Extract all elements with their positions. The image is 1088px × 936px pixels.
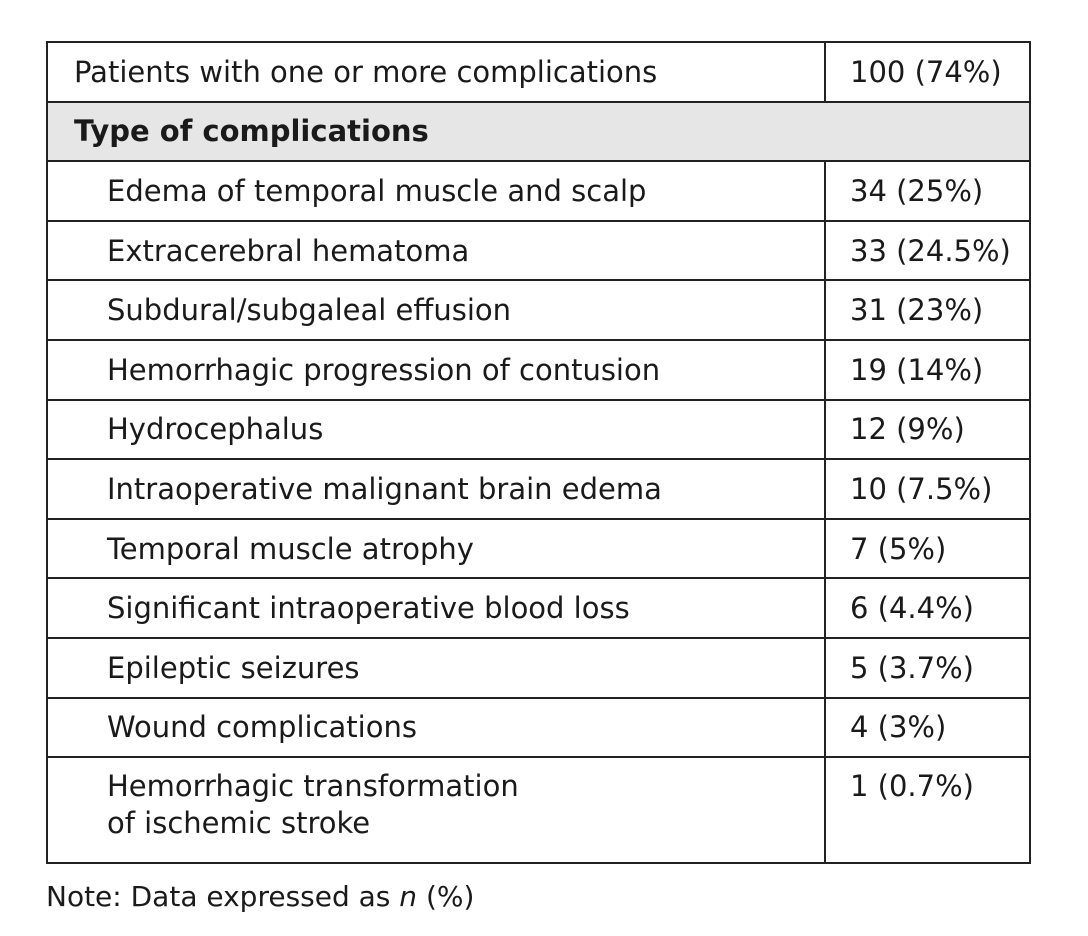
table-row [47, 757, 1030, 863]
summary-value: 100 (74%) [825, 42, 1030, 102]
complication-label-line-2: of ischemic stroke [107, 805, 371, 840]
note-italic-n: n [399, 880, 418, 913]
table-row [47, 459, 1030, 519]
complication-value: 34 (25%) [825, 161, 1030, 221]
complication-label: Significant intraoperative blood loss [47, 578, 825, 638]
table-row [47, 400, 1030, 460]
table-row [47, 698, 1030, 758]
complication-label: Hydrocephalus [47, 400, 825, 460]
section-header-row [47, 102, 1030, 162]
table-row [47, 519, 1030, 579]
section-header: Type of complications [47, 102, 1030, 162]
table-row [47, 578, 1030, 638]
complication-value: 10 (7.5%) [825, 459, 1030, 519]
complication-label: Wound complications [47, 698, 825, 758]
note-suffix: (%) [417, 880, 475, 913]
complication-value: 1 (0.7%) [825, 757, 1030, 863]
note-prefix: Note: Data expressed as [46, 880, 400, 913]
complication-value: 31 (23%) [825, 280, 1030, 340]
table-row [47, 161, 1030, 221]
table-note [46, 880, 474, 913]
complication-label-line-1: Hemorrhagic transformation [107, 769, 519, 804]
complication-label: Intraoperative malignant brain edema [47, 459, 825, 519]
complication-value: 33 (24.5%) [825, 221, 1030, 281]
complication-label [47, 757, 825, 863]
complications-table [46, 41, 1031, 864]
table-row [47, 221, 1030, 281]
summary-label: Patients with one or more complications [47, 42, 825, 102]
summary-row [47, 42, 1030, 102]
table-row [47, 638, 1030, 698]
complication-label: Epileptic seizures [47, 638, 825, 698]
complication-label: Subdural/subgaleal effusion [47, 280, 825, 340]
complication-label: Edema of temporal muscle and scalp [47, 161, 825, 221]
complication-value: 6 (4.4%) [825, 578, 1030, 638]
complication-value: 5 (3.7%) [825, 638, 1030, 698]
complication-label: Extracerebral hematoma [47, 221, 825, 281]
table-row [47, 340, 1030, 400]
complication-label: Hemorrhagic progression of contusion [47, 340, 825, 400]
complication-value: 4 (3%) [825, 698, 1030, 758]
complication-value: 12 (9%) [825, 400, 1030, 460]
complication-value: 19 (14%) [825, 340, 1030, 400]
complication-label: Temporal muscle atrophy [47, 519, 825, 579]
table-row [47, 280, 1030, 340]
complication-value: 7 (5%) [825, 519, 1030, 579]
